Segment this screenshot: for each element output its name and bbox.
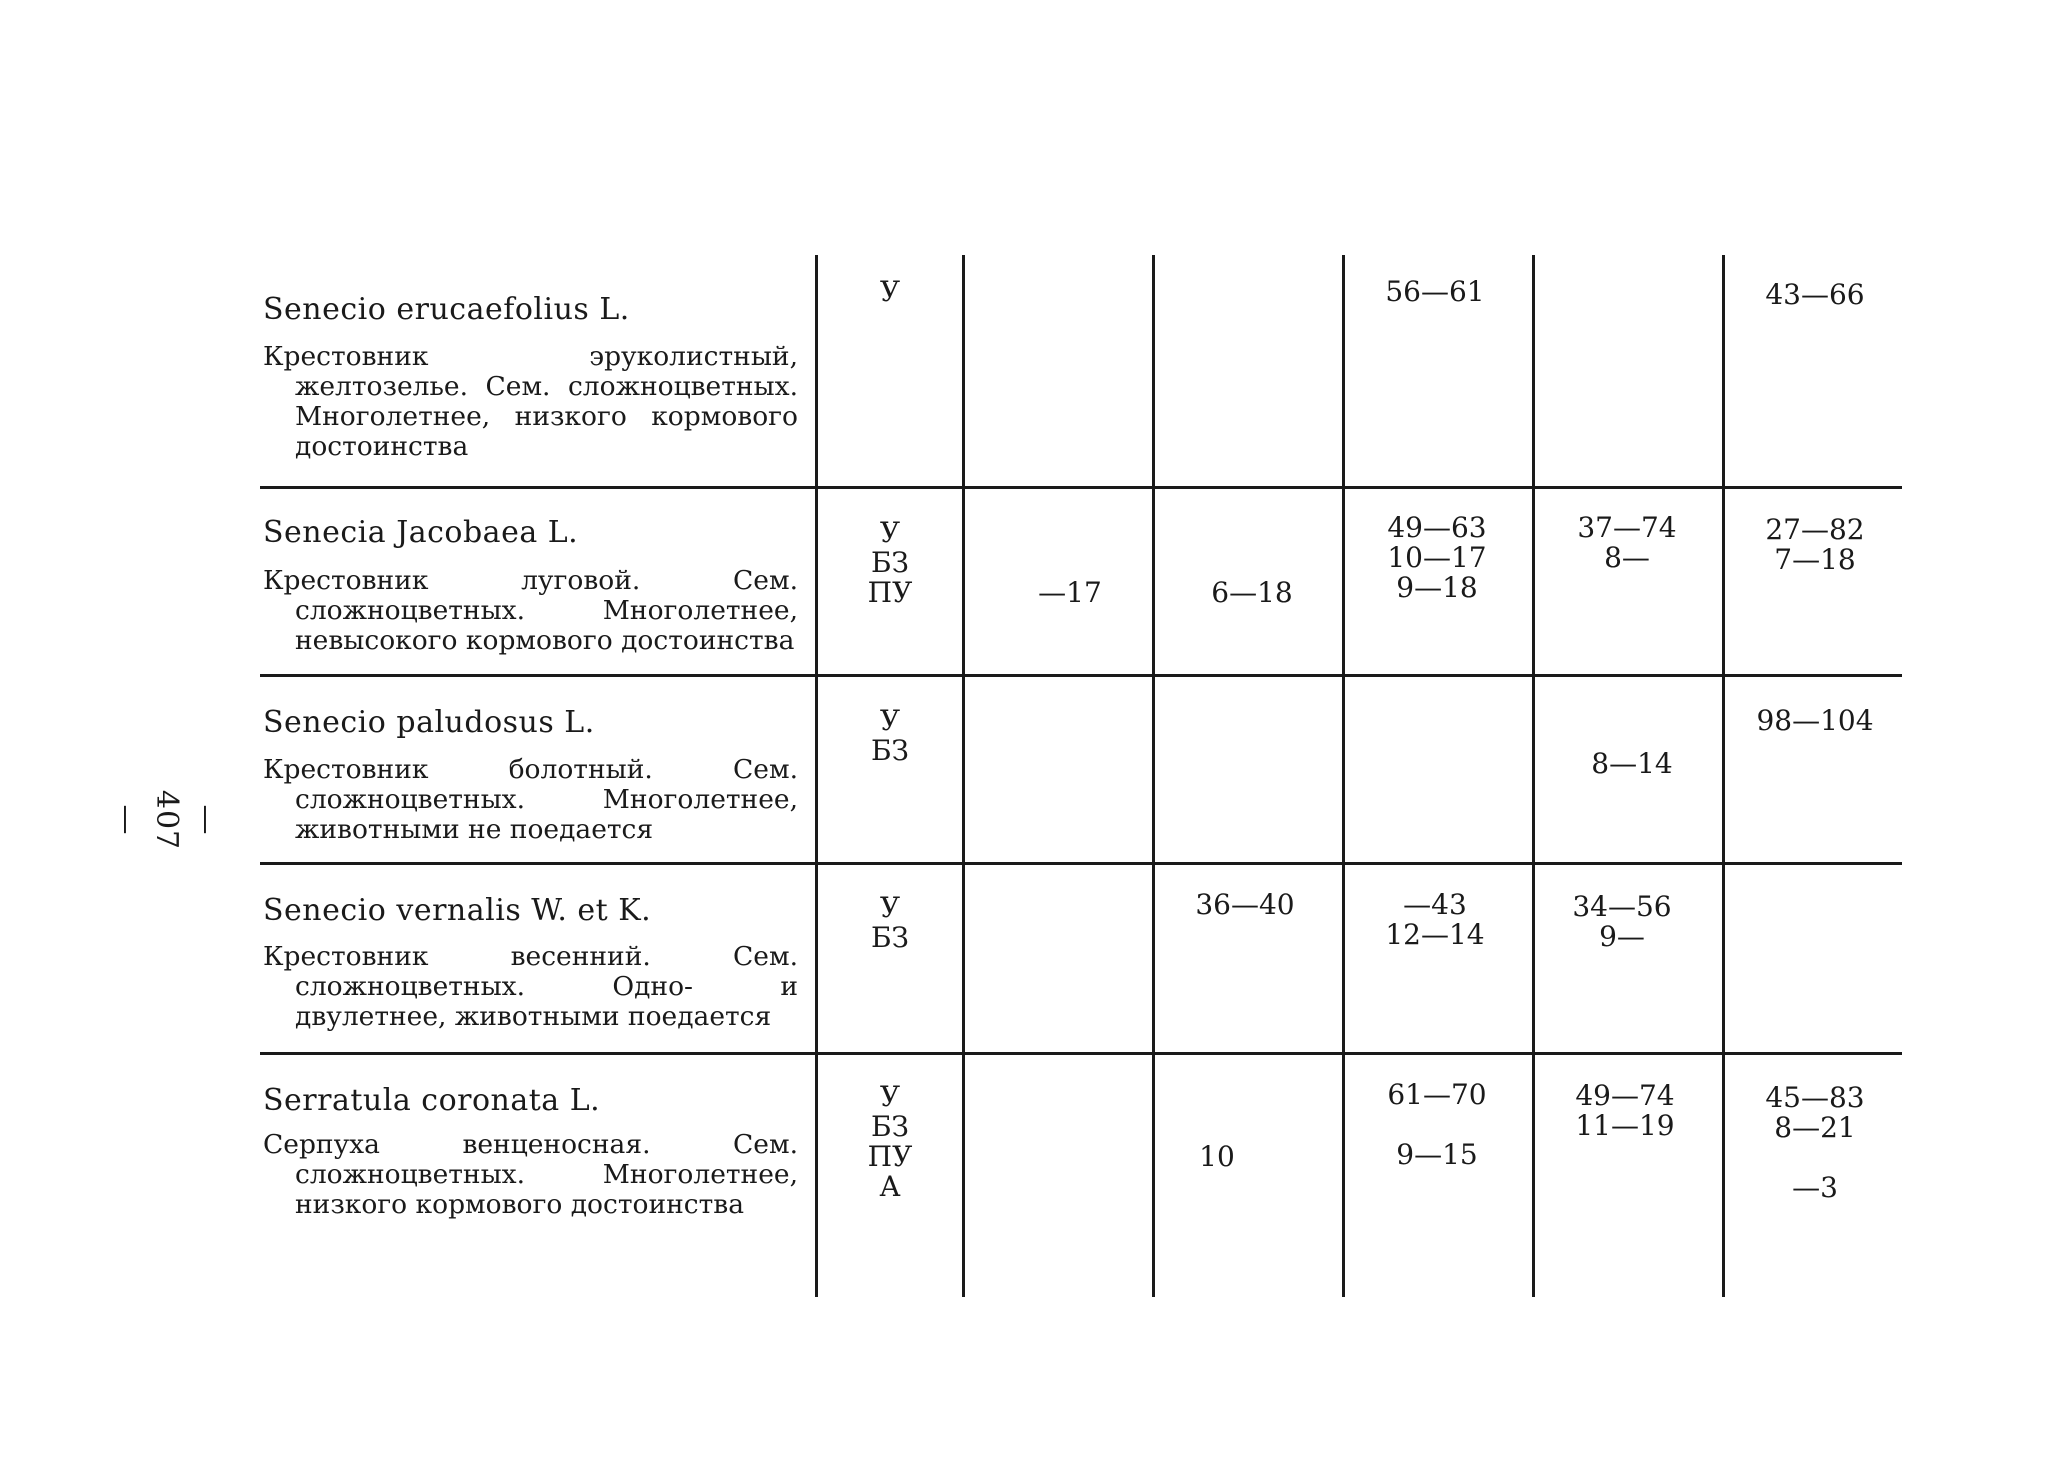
species-latin-name: Senecio vernalis W. et K. <box>263 893 652 928</box>
table-cell-col4 <box>1342 513 1532 603</box>
table-cell-col5 <box>1532 513 1722 573</box>
table-cell-col1 <box>820 1082 960 1202</box>
species-latin-name: Senecio erucaefolius L. <box>263 292 630 327</box>
table-cell-col4 <box>1340 277 1530 307</box>
cell-value: 9—15 <box>1396 1138 1478 1171</box>
cell-value: 12—14 <box>1385 918 1485 951</box>
cell-value: 8— <box>1604 541 1650 574</box>
table-cell-col2 <box>975 518 1165 608</box>
cell-value: —3 <box>1792 1171 1838 1204</box>
cell-value: ПУ <box>867 1140 913 1173</box>
cell-value: 49—63 <box>1387 511 1487 544</box>
row-rule-4 <box>260 1052 1902 1055</box>
cell-value: —43 <box>1403 888 1467 921</box>
cell-value: 27—82 <box>1765 513 1865 546</box>
table-cell-col1 <box>820 518 960 608</box>
table-cell-col5 <box>1527 892 1717 952</box>
row-rule-2 <box>260 674 1902 677</box>
species-description: Крестовник луговой. Сем. сложноцветных. Многолетнее, невысокого кормового достоинства <box>263 565 798 656</box>
cell-value: —17 <box>1038 576 1102 609</box>
table-cell-col3 <box>1157 518 1347 608</box>
cell-value <box>975 548 1165 578</box>
cell-value: У <box>879 275 901 308</box>
table-cell-col5 <box>1530 1081 1720 1141</box>
table-cell-col1 <box>820 893 960 953</box>
table-cell-col3 <box>1122 1082 1312 1172</box>
cell-value: 9— <box>1599 920 1645 953</box>
cell-value: БЗ <box>870 734 910 767</box>
cell-value: 34—56 <box>1572 890 1672 923</box>
cell-value: 8—14 <box>1591 747 1673 780</box>
column-rule-2 <box>962 255 965 1297</box>
column-rule-1 <box>815 255 818 1297</box>
table-cell-col6 <box>1720 280 1910 310</box>
cell-value: ПУ <box>867 576 913 609</box>
cell-value: У <box>879 704 901 737</box>
species-description: Серпуха венценосная. Сем. сложноцветных. Многолетнее, низкого кормового достоинства <box>263 1129 798 1220</box>
species-latin-name: Senecio paludosus L. <box>263 705 595 740</box>
table-cell-col1 <box>820 706 960 766</box>
cell-value <box>1122 1082 1312 1112</box>
cell-value <box>975 518 1165 548</box>
table-cell-col1 <box>820 277 960 307</box>
cell-value: А <box>879 1170 901 1203</box>
cell-value: 49—74 <box>1575 1079 1675 1112</box>
table-cell-col4 <box>1342 1080 1532 1170</box>
species-latin-name: Senecia Jacobaea L. <box>263 515 579 550</box>
species-latin-name: Serratula coronata L. <box>263 1083 601 1118</box>
table-cell-col5 <box>1537 719 1727 779</box>
table-cell-col6 <box>1720 706 1910 736</box>
cell-value: БЗ <box>870 921 910 954</box>
table-cell-col4 <box>1340 890 1530 950</box>
cell-value <box>1157 518 1347 548</box>
cell-value: 8—21 <box>1774 1111 1856 1144</box>
cell-value: 98—104 <box>1756 704 1874 737</box>
cell-value: 37—74 <box>1577 511 1677 544</box>
cell-value <box>1157 548 1347 578</box>
cell-value: 56—61 <box>1385 275 1485 308</box>
species-description: Крестовник эруколистный, желтозелье. Сем. сложноцветных. Многолетнее, низкого кормового достоинства <box>263 341 798 462</box>
cell-value: 43—66 <box>1765 278 1865 311</box>
table-cell-col6 <box>1720 515 1910 575</box>
cell-value: БЗ <box>870 1110 910 1143</box>
cell-value: 10 <box>1199 1140 1235 1173</box>
cell-value: У <box>879 891 901 924</box>
cell-value <box>1342 1110 1532 1140</box>
cell-value: 6—18 <box>1211 576 1293 609</box>
cell-value: 61—70 <box>1387 1078 1487 1111</box>
table-cell-col3 <box>1150 890 1340 920</box>
cell-value: У <box>879 1080 901 1113</box>
cell-value: 11—19 <box>1575 1109 1675 1142</box>
cell-value: 45—83 <box>1765 1081 1865 1114</box>
species-description: Крестовник весенний. Сем. сложноцветных. Одно- и двулетнее, животными поедается <box>263 941 798 1032</box>
cell-value: 7—18 <box>1774 543 1856 576</box>
cell-value <box>1720 1143 1910 1173</box>
cell-value: 36—40 <box>1195 888 1295 921</box>
cell-value <box>1537 719 1727 749</box>
cell-value <box>1122 1112 1312 1142</box>
cell-value: 10—17 <box>1387 541 1487 574</box>
cell-value: БЗ <box>870 546 910 579</box>
species-description: Крестовник болотный. Сем. сложноцветных. Многолетнее, животными не поедается <box>263 754 798 845</box>
row-rule-3 <box>260 862 1902 865</box>
cell-value: У <box>879 516 901 549</box>
row-rule-1 <box>260 486 1902 489</box>
cell-value: 9—18 <box>1396 571 1478 604</box>
table-cell-col6 <box>1720 1083 1910 1203</box>
page-number: — 407 — <box>109 789 224 851</box>
